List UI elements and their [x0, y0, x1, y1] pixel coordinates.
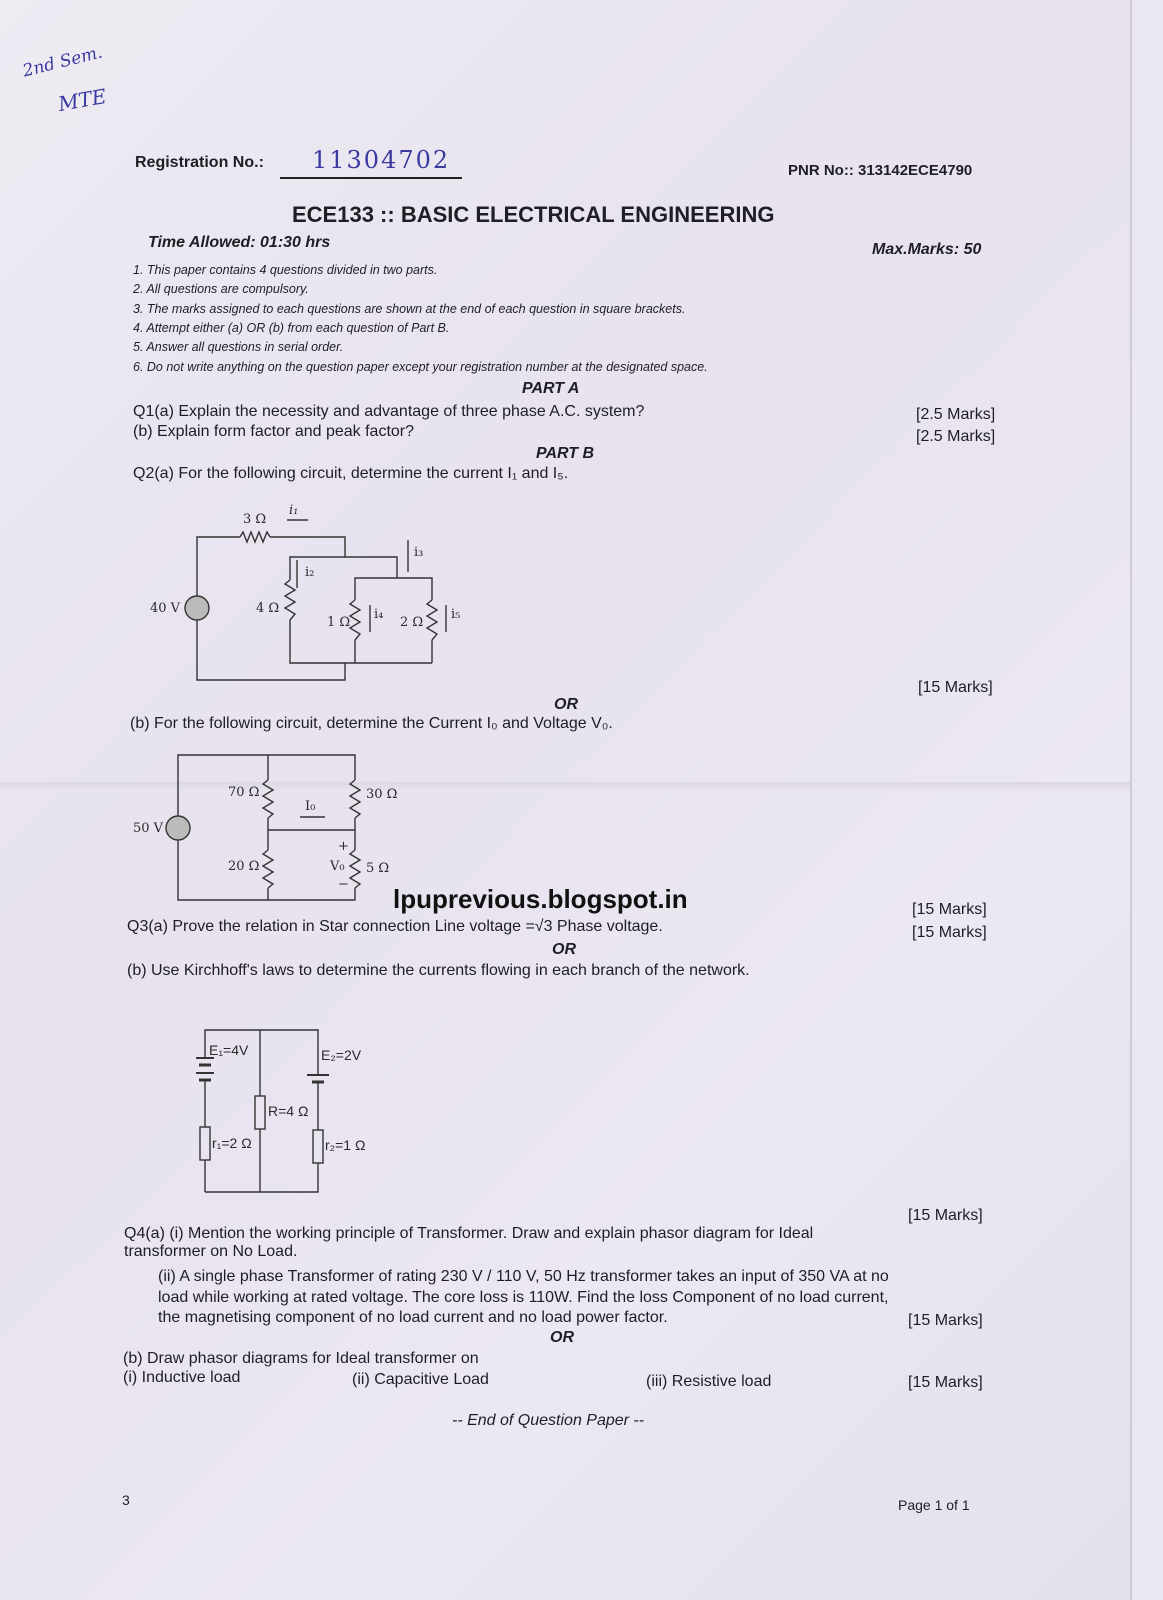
label-plus: +: [338, 839, 349, 854]
label-70ohm: 70 Ω: [228, 785, 260, 800]
instruction-5: 5. Answer all questions in serial order.: [133, 340, 344, 354]
q4b-item-1: (i) Inductive load: [123, 1369, 241, 1386]
q1b-marks: [2.5 Marks]: [916, 428, 996, 445]
resistor-20ohm: [263, 850, 273, 888]
voltage-source-50v: [166, 816, 190, 840]
q2b-marks: [15 Marks]: [912, 901, 987, 918]
instruction-3: 3. The marks assigned to each questions are shown at the end of each question in square brackets.: [133, 302, 686, 316]
resistor-r2: [313, 1130, 323, 1163]
label-i2: i₂: [305, 565, 315, 580]
q4b-text: (b) Draw phasor diagrams for Ideal transformer on: [123, 1350, 479, 1367]
pnr-number: PNR No:: 313142ECE4790: [788, 162, 973, 179]
instruction-6: 6. Do not write anything on the question paper except your registration number at the designated space.: [133, 360, 708, 374]
label-e2: E₂=2V: [321, 1047, 362, 1063]
resistor-r1: [200, 1127, 210, 1160]
max-marks: Max.Marks: 50: [872, 241, 982, 258]
label-io: I₀: [305, 799, 316, 814]
q4b-item-2: (ii) Capacitive Load: [352, 1371, 489, 1388]
part-b-heading: PART B: [536, 445, 595, 462]
label-3ohm: 3 Ω: [243, 512, 267, 527]
label-40v: 40 V: [150, 601, 181, 616]
q3b-marks: [15 Marks]: [908, 1207, 983, 1224]
q1a-marks: [2.5 Marks]: [916, 406, 996, 423]
resistor-3ohm: [240, 532, 270, 542]
q1a-text: Q1(a) Explain the necessity and advantage of three phase A.C. system?: [133, 403, 645, 420]
circuit-2: [133, 755, 397, 900]
instruction-4: 4. Attempt either (a) OR (b) from each question of Part B.: [133, 321, 450, 335]
end-of-paper: -- End of Question Paper --: [452, 1412, 645, 1429]
circuit-1: [150, 503, 460, 680]
label-r1: r₁=2 Ω: [212, 1135, 252, 1151]
label-30ohm: 30 Ω: [366, 787, 398, 802]
q2a-marks: [15 Marks]: [918, 679, 993, 696]
label-5ohm: 5 Ω: [366, 861, 390, 876]
instruction-2: 2. All questions are compulsory.: [133, 282, 309, 296]
resistor-1ohm: [350, 600, 360, 640]
label-i1: i₁: [289, 503, 299, 518]
label-4ohm: 4 Ω: [256, 601, 280, 616]
q4a-line2: transformer on No Load.: [124, 1243, 298, 1260]
handwritten-exam: MTE: [56, 83, 109, 117]
part-a-heading: PART A: [522, 380, 580, 397]
instruction-1: 1. This paper contains 4 questions divided in two parts.: [133, 263, 438, 277]
or-q3: OR: [552, 941, 576, 958]
voltage-source-40v: [185, 596, 209, 620]
wire: [197, 620, 345, 680]
resistor-5ohm: [350, 850, 360, 888]
resistor-r: [255, 1096, 265, 1129]
wire: [178, 840, 355, 900]
q4a-marks: [15 Marks]: [908, 1312, 983, 1329]
resistor-2ohm: [427, 600, 437, 640]
label-20ohm: 20 Ω: [228, 859, 260, 874]
label-1ohm: 1 Ω: [327, 615, 351, 630]
q4a-ii-line3: the magnetising component of no load current and no load power factor.: [158, 1309, 668, 1326]
q3a-marks: [15 Marks]: [912, 924, 987, 941]
label-50v: 50 V: [133, 821, 164, 836]
page-number: 3: [122, 1492, 130, 1508]
resistor-4ohm: [285, 580, 295, 620]
q4a-line1: Q4(a) (i) Mention the working principle of Transformer. Draw and explain phasor diagram for Ideal: [124, 1225, 814, 1242]
q2a-text: Q2(a) For the following circuit, determine the current I₁ and I₅.: [133, 465, 569, 482]
wire: [355, 578, 432, 600]
q4a-ii-line1: (ii) A single phase Transformer of rating 230 V / 110 V, 50 Hz transformer takes an input of 350 VA at no: [158, 1268, 889, 1285]
label-i4: i₄: [374, 607, 384, 622]
label-r: R=4 Ω: [268, 1103, 309, 1119]
label-minus: −: [338, 877, 349, 892]
q4b-marks: [15 Marks]: [908, 1374, 983, 1391]
q3a-text: Q3(a) Prove the relation in Star connection Line voltage =√3 Phase voltage.: [127, 918, 663, 935]
resistor-30ohm: [350, 780, 360, 818]
circuit-3: [196, 1030, 365, 1192]
watermark: lpuprevious.blogspot.in: [393, 884, 688, 914]
q1b-text: (b) Explain form factor and peak factor?: [133, 423, 415, 440]
page-of: Page 1 of 1: [898, 1497, 970, 1513]
or-q4: OR: [550, 1329, 574, 1346]
label-r2: r₂=1 Ω: [325, 1137, 366, 1153]
label-e1: E₁=4V: [209, 1042, 249, 1058]
handwritten-semester: 2nd Sem.: [20, 42, 105, 82]
label-vo: V₀: [330, 859, 345, 874]
q4b-item-3: (iii) Resistive load: [646, 1373, 772, 1390]
or-q2: OR: [554, 696, 578, 713]
time-allowed: Time Allowed: 01:30 hrs: [148, 234, 331, 251]
resistor-70ohm: [263, 780, 273, 818]
label-i3: i₃: [414, 545, 424, 560]
wire: [205, 1163, 318, 1192]
label-2ohm: 2 Ω: [400, 615, 424, 630]
wire: [270, 537, 345, 557]
registration-number: 11304702: [312, 146, 451, 174]
q4a-ii-line2: load while working at rated voltage. The core loss is 110W. Find the loss Component of no load current,: [158, 1289, 889, 1306]
label-i5: i₅: [451, 607, 461, 622]
wire: [197, 537, 240, 596]
page-title: ECE133 :: BASIC ELECTRICAL ENGINEERING: [292, 202, 775, 227]
registration-label: Registration No.:: [135, 154, 264, 171]
q2b-text: (b) For the following circuit, determine the Current I₀ and Voltage V₀.: [130, 715, 613, 732]
q3b-text: (b) Use Kirchhoff's laws to determine the currents flowing in each branch of the network.: [127, 962, 750, 979]
